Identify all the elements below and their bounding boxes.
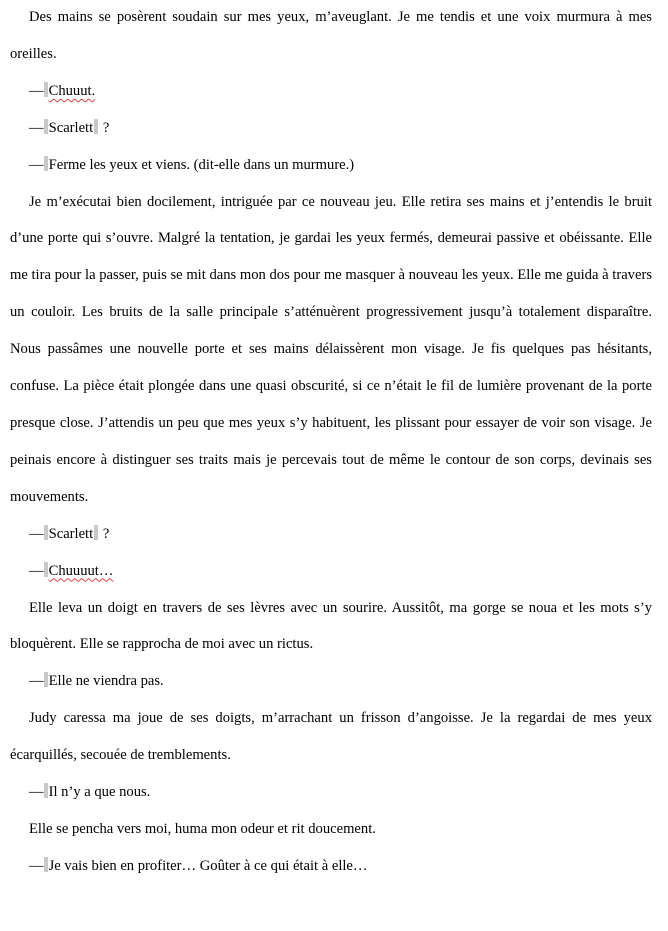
dialogue-text: Scarlett bbox=[48, 119, 94, 136]
formatting-mark bbox=[94, 119, 98, 134]
paragraph-text: Judy caressa ma joue de ses doigts, m’arrachant un frisson d’angoisse. Je la regardai de mes yeux écarquillés, secouée de tremblements. bbox=[10, 710, 652, 764]
formatting-mark bbox=[44, 525, 48, 540]
dialogue-line-2 bbox=[10, 110, 652, 147]
paragraph-5 bbox=[10, 811, 652, 848]
dialogue-text: Il n’y a que nous. bbox=[48, 784, 151, 801]
dialogue-line-8 bbox=[10, 848, 652, 885]
formatting-mark bbox=[44, 857, 48, 872]
document-page bbox=[10, 0, 652, 885]
paragraph-text: Elle leva un doigt en travers de ses lèvres avec un sourire. Aussitôt, ma gorge se noua et les mots s’y bloquèrent. Elle se rapprocha de moi avec un rictus. bbox=[10, 599, 652, 653]
dialogue-line-5 bbox=[10, 553, 652, 590]
dialogue-line-3 bbox=[10, 147, 652, 184]
dialogue-text: Scarlett bbox=[48, 525, 94, 542]
dialogue-text: Je vais bien en profiter… Goûter à ce qui était à elle… bbox=[48, 857, 368, 874]
dialogue-line-1 bbox=[10, 73, 652, 110]
paragraph-text: Des mains se posèrent soudain sur mes yeux, m’aveuglant. Je me tendis et une voix murmura à mes oreilles. bbox=[10, 9, 652, 62]
formatting-mark bbox=[44, 562, 48, 577]
em-dash: — bbox=[29, 156, 44, 173]
em-dash: — bbox=[29, 673, 44, 690]
paragraph-text: Elle se pencha vers moi, huma mon odeur et rit doucement. bbox=[29, 820, 376, 837]
paragraph-1 bbox=[10, 0, 652, 73]
paragraph-3 bbox=[10, 590, 652, 664]
dialogue-suffix: ? bbox=[99, 119, 110, 136]
formatting-mark bbox=[94, 525, 98, 540]
formatting-mark bbox=[44, 156, 48, 171]
formatting-mark bbox=[44, 82, 48, 97]
em-dash: — bbox=[29, 784, 44, 801]
paragraph-4 bbox=[10, 700, 652, 774]
dialogue-text: Chuuut. bbox=[48, 82, 96, 99]
em-dash: — bbox=[29, 857, 44, 874]
dialogue-text: Elle ne viendra pas. bbox=[48, 673, 164, 690]
formatting-mark bbox=[44, 783, 48, 798]
paragraph-2 bbox=[10, 184, 652, 516]
dialogue-line-6 bbox=[10, 663, 652, 700]
paragraph-text: Je m’exécutai bien docilement, intriguée par ce nouveau jeu. Elle retira ses mains et j’entendis le bruit d’une porte qui s’ouvre. Malgré la tentation, je gardai les yeux fermés, demeurai passive et obéissante. Elle me tira pour la passer, puis se mit dans mon dos pour me masquer à nouveau les yeux. Elle me guida à travers un couloir. Les bruits de la salle principale s’atténuèrent progressivement jusqu’à totalement disparaître. Nous passâmes une nouvelle porte et ses mains délaissèrent mon visage. Je fis quelques pas hésitants, confuse. La pièce était plongée dans une quasi obscurité, si ce n’était le fil de lumière provenant de la porte presque close. J’attendis un peu que mes yeux s’y habituent, les plissant pour essayer de voir son visage. Je peinais encore à distinguer ses traits mais je percevais tout de même le contour de son corps, devinais ses mouvements. bbox=[10, 193, 652, 505]
dialogue-text: Chuuuut… bbox=[48, 562, 114, 579]
formatting-mark bbox=[44, 119, 48, 134]
em-dash: — bbox=[29, 82, 44, 99]
dialogue-suffix: ? bbox=[99, 525, 110, 542]
dialogue-line-7 bbox=[10, 774, 652, 811]
em-dash: — bbox=[29, 562, 44, 579]
dialogue-line-4 bbox=[10, 516, 652, 553]
em-dash: — bbox=[29, 119, 44, 136]
formatting-mark bbox=[44, 672, 48, 687]
dialogue-text: Ferme les yeux et viens. (dit-elle dans un murmure.) bbox=[48, 156, 355, 173]
em-dash: — bbox=[29, 525, 44, 542]
